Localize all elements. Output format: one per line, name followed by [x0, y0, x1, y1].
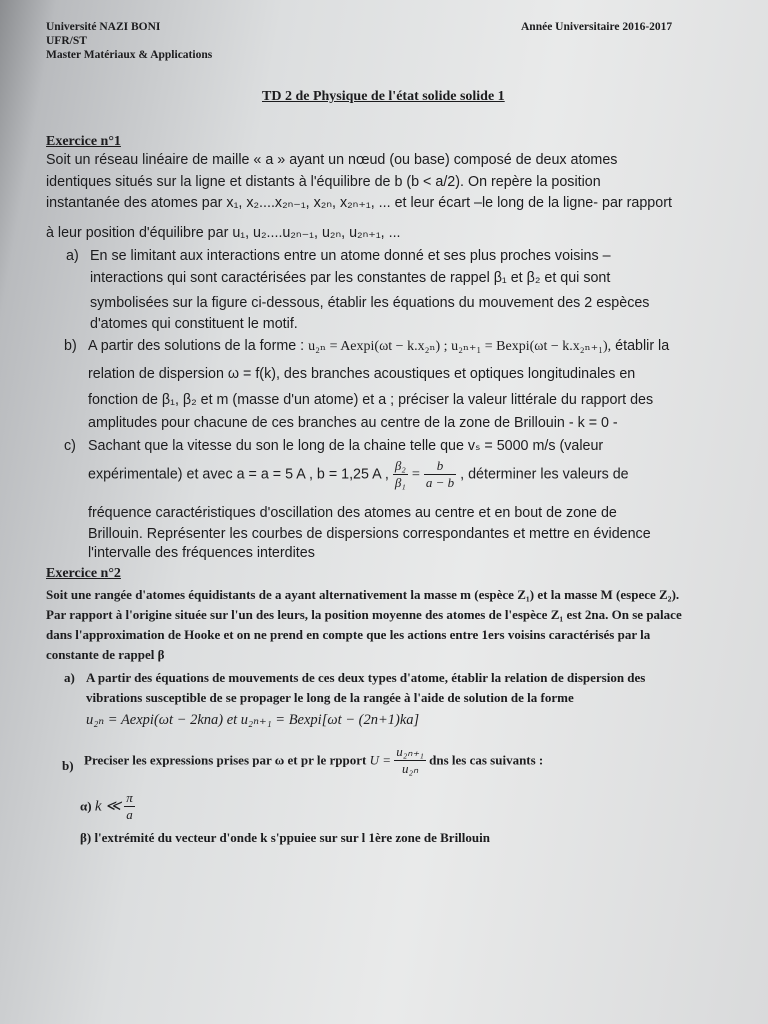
exercise-1-a-line-2: interactions qui sont caractérisées par les constantes de rappel β₁ et β₂ et qui sont [90, 270, 611, 286]
exercise-2-intro-line-3: dans l'approximation de Hooke et on ne prend en compte que les actions entre 1ers voisins caractérisés par la [46, 627, 651, 642]
exercise-1-b-line-4: amplitudes pour chacune de ces branches au centre de la zone de Brillouin - k = 0 - [88, 415, 618, 431]
exercise-1-intro-line-1: Soit un réseau linéaire de maille « a » ayant un nœud (ou base) composé de deux atomes [46, 152, 618, 168]
master-name: Master Matériaux & Applications [46, 49, 213, 61]
exercise-1-c-line-5: l'intervalle des fréquences interdites [88, 545, 315, 561]
exercise-1-b-line-3: fonction de β₁, β₂ et m (masse d'un atome) et a ; préciser la valeur littérale du rapport des [88, 392, 654, 408]
exercise-2-heading: Exercice n°2 [46, 566, 121, 581]
exercise-2-b-tail: dns les cas suivants : [429, 752, 544, 768]
exercise-1-b-intro: A partir des solutions de la forme : [88, 338, 305, 354]
equals-sign: = [411, 466, 420, 483]
exercise-1-b-formula: u₂ₙ = Aexpi(ωt − k.x₂ₙ) ; u₂ₙ₊₁ = Bexpi(ωt − k.x₂ₙ₊₁), [308, 339, 612, 354]
exercise-1-a-line-4: d'atomes qui constituent le motif. [90, 316, 298, 332]
u-ratio-fraction: $\frac{\text{u₂ₙ₊₁}}{\text{u₂ₙ}}$ [396, 744, 424, 776]
exercise-1-b-line-1 [88, 336, 669, 357]
exercise-1-a-label: a) [66, 248, 79, 264]
exercise-2-b-line [84, 744, 543, 777]
exercise-1-c-line-2 [88, 458, 629, 491]
exercise-2-a-formula: u₂ₙ = Aexpi(ωt − 2kna) et u₂ₙ₊₁ = Bexpi[ωt − (2n+1)ka] [86, 712, 420, 728]
b-ratio-fraction: $\frac{b}{a - b}$ [425, 458, 455, 490]
exercise-1-b-label: b) [64, 338, 77, 354]
exercise-1-c-line-1: Sachant que la vitesse du son le long de la chaine telle que vₛ = 5000 m/s (valeur [88, 438, 604, 454]
exercise-1-a-line-1: En se limitant aux interactions entre un atome donné et ses plus proches voisins – [90, 248, 611, 264]
exercise-2-intro-line-2: Par rapport à l'origine située sur l'un des leurs, la position moyenne des atomes de l'espèce Z₁ est 2na. On se palace [46, 607, 682, 622]
university-name: Université NAZI BONI [46, 21, 161, 33]
exercise-1-c-intro: expérimentale) et avec a = a = 5 A , b = 1,25 A , [88, 466, 389, 483]
ufr-name: UFR/ST [46, 35, 87, 47]
exercise-1-intro-line-2: identiques situés sur la ligne et distants à l'équilibre de b (b < a/2). On repère la position [46, 174, 601, 190]
exercise-2-b-intro: Preciser les expressions prises par ω et pr le rpport [84, 752, 367, 768]
exercise-1-c-line-3: fréquence caractéristiques d'oscillation des atomes au centre et en bout de zone de [88, 505, 617, 521]
exercise-2-intro-line-4: constante de rappel β [46, 647, 165, 662]
beta-ratio-fraction: $\frac{\text{β₂}}{\text{β₁}}$ [394, 458, 406, 490]
exercise-1-c-line-4: Brillouin. Représenter les courbes de dispersions correspondantes et mettre en évidence [88, 526, 651, 542]
exercise-1-intro-line-3: instantanée des atomes par x₁, x₂....x₂ₙ₋₁, x₂ₙ, x₂ₙ₊₁, ... et leur écart –le long de la ligne- par rapport [46, 195, 672, 211]
exercise-1-intro-line-4: à leur position d'équilibre par u₁, u₂....u₂ₙ₋₁, u₂ₙ, u₂ₙ₊₁, ... [46, 225, 401, 241]
u-ratio-symbol: U = [369, 752, 392, 768]
case-alpha-label: α) [80, 798, 92, 814]
exercise-2-b-label: b) [62, 758, 74, 773]
case-beta-label: β) [80, 830, 92, 845]
exercise-1-b-line-2: relation de dispersion ω = f(k), des branches acoustiques et optiques longitudinales en [88, 366, 636, 382]
pi-over-a-fraction: $\frac{\pi}{a}$ [126, 790, 133, 822]
exercise-2-a-label: a) [64, 670, 75, 685]
exercise-1-heading: Exercice n°1 [46, 134, 121, 149]
exercise-1-b-tail: établir la [615, 338, 670, 354]
case-beta-text: l'extrémité du vecteur d'onde k s'ppuiee sur sur l 1ère zone de Brillouin [94, 830, 490, 845]
case-beta [80, 828, 490, 848]
page-title: TD 2 de Physique de l'état solide solide 1 [262, 89, 505, 104]
exercise-1-a-line-3: symbolisées sur la figure ci-dessous, établir les équations du mouvement des 2 espèces [90, 295, 650, 311]
exercise-2-a-line-2: vibrations susceptible de se propager le long de la rangée à l'aide de solution de la forme [86, 690, 574, 705]
exercise-2-a-line-1: A partir des équations de mouvements de ces deux types d'atome, établir la relation de dispersion des [86, 670, 646, 685]
exercise-1-c-tail: , déterminer les valeurs de [460, 466, 629, 483]
case-alpha-expression: k ≪ [94, 798, 121, 815]
case-alpha [80, 790, 135, 823]
academic-year: Année Universitaire 2016-2017 [521, 21, 673, 33]
exercise-2-intro-line-1: Soit une rangée d'atomes équidistants de a ayant alternativement la masse m (espèce Z₁) et la masse M (espece Z₂). [46, 587, 680, 602]
exercise-1-c-label: c) [64, 438, 76, 454]
